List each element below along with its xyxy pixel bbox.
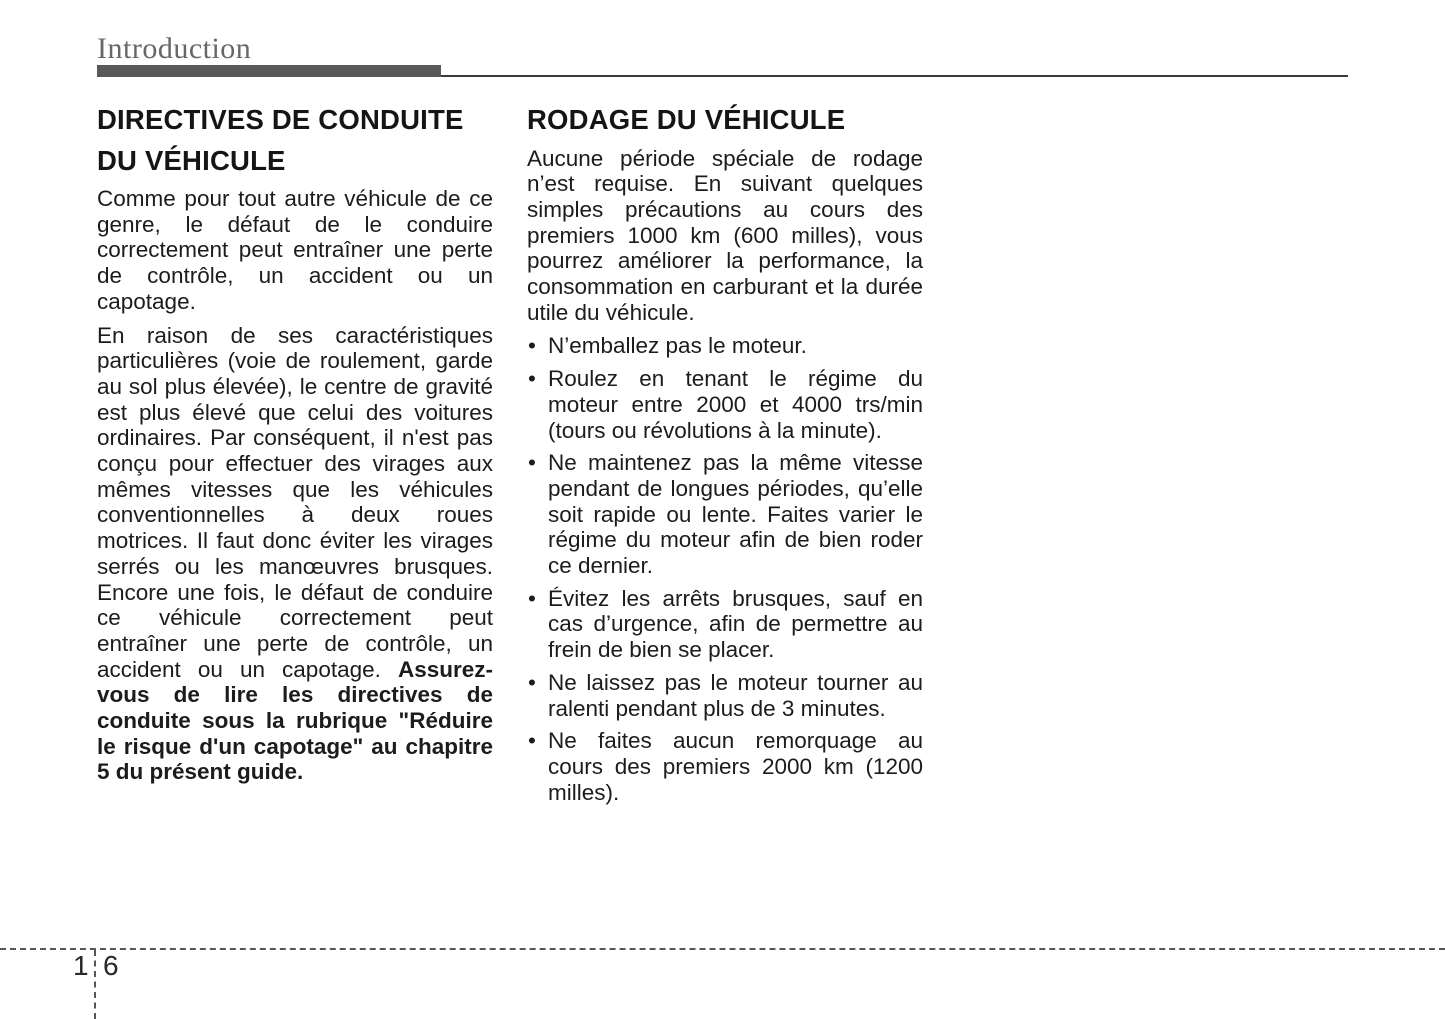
- bullet-glyph: •: [528, 585, 536, 611]
- bullet-text: Ne faites aucun remorquage au cours des premiers 2000 km (1200 milles).: [548, 728, 923, 805]
- right-intro-paragraph: Aucune période spéciale de rodage n’est requise. En suivant quelques simples précautions au cours des premiers 1000 km (600 milles), vous pourrez améliorer la performance, la consommation en carburant et la durée utile du véhicule.: [527, 145, 923, 325]
- bullet-text: Ne laissez pas le moteur tourner au ralenti pendant plus de 3 minutes.: [548, 669, 923, 721]
- left-column: [97, 96, 493, 793]
- title-underline-rule: [441, 75, 1348, 77]
- bullet-text: N’emballez pas le moteur.: [548, 333, 807, 359]
- footer-page-number: 6: [103, 950, 119, 981]
- left-paragraph-2: [97, 323, 493, 786]
- bullet-text: Roulez en tenant le régime du moteur entre 2000 et 4000 trs/min (tours ou révolutions à la minute).: [548, 366, 923, 443]
- bullet-item: [527, 450, 923, 579]
- bullet-glyph: •: [528, 669, 536, 695]
- left-paragraph-2-regular: En raison de ses caractéristiques particulières (voie de roulement, garde au sol plus élevée), le centre de gravité est plus élevé que celui des voitures ordinaires. Par conséquent, il n'est pas conçu pour effectuer des virages aux mêmes vitesses que les véhicules conventionnelles à deux roues motrices. Il faut donc éviter les virages serrés ou les manœuvres brusques. Encore une fois, le défaut de conduire ce véhicule correctement peut entraîner une perte de contrôle, un accident ou un capotage.: [97, 322, 493, 682]
- title-underline-bar: [97, 65, 441, 77]
- left-paragraph-1: Comme pour tout autre véhicule de ce genre, le défaut de le conduire correctement peut entraîner une perte de contrôle, un accident ou un capotage.: [97, 186, 493, 314]
- bullet-glyph: •: [528, 450, 536, 476]
- footer-dashed-rule: [0, 948, 1445, 950]
- bullet-item: [527, 586, 923, 663]
- bullet-item: [527, 333, 923, 359]
- bullet-glyph: •: [528, 366, 536, 392]
- chapter-title: Introduction: [97, 32, 252, 65]
- right-section-heading: RODAGE DU VÉHICULE: [527, 104, 846, 135]
- bullet-glyph: •: [528, 333, 536, 359]
- bullet-item: [527, 670, 923, 721]
- left-paragraph-2-bold: Assurez-vous de lire les directives de conduite sous la rubrique "Réduire le risque d'un capotage" au chapitre 5 du présent guide.: [97, 656, 493, 785]
- bullet-text: Ne maintenez pas la même vitesse pendant de longues périodes, qu’elle soit rapide ou lente. Faites varier le régime du moteur afin de bien roder ce dernier.: [548, 450, 923, 579]
- bullet-text: Évitez les arrêts brusques, sauf en cas d’urgence, afin de permettre au frein de bien se placer.: [548, 585, 923, 663]
- footer-chapter-number: 1: [73, 950, 89, 981]
- footer-vertical-dashed-rule: [94, 950, 96, 1019]
- bullet-item: [527, 366, 923, 443]
- bullet-glyph: •: [528, 728, 536, 754]
- left-section-heading: DIRECTIVES DE CONDUITE DU VÉHICULE: [97, 104, 464, 176]
- precautions-bullet-list: [527, 333, 923, 805]
- bullet-item: [527, 728, 923, 805]
- right-column: [527, 96, 923, 812]
